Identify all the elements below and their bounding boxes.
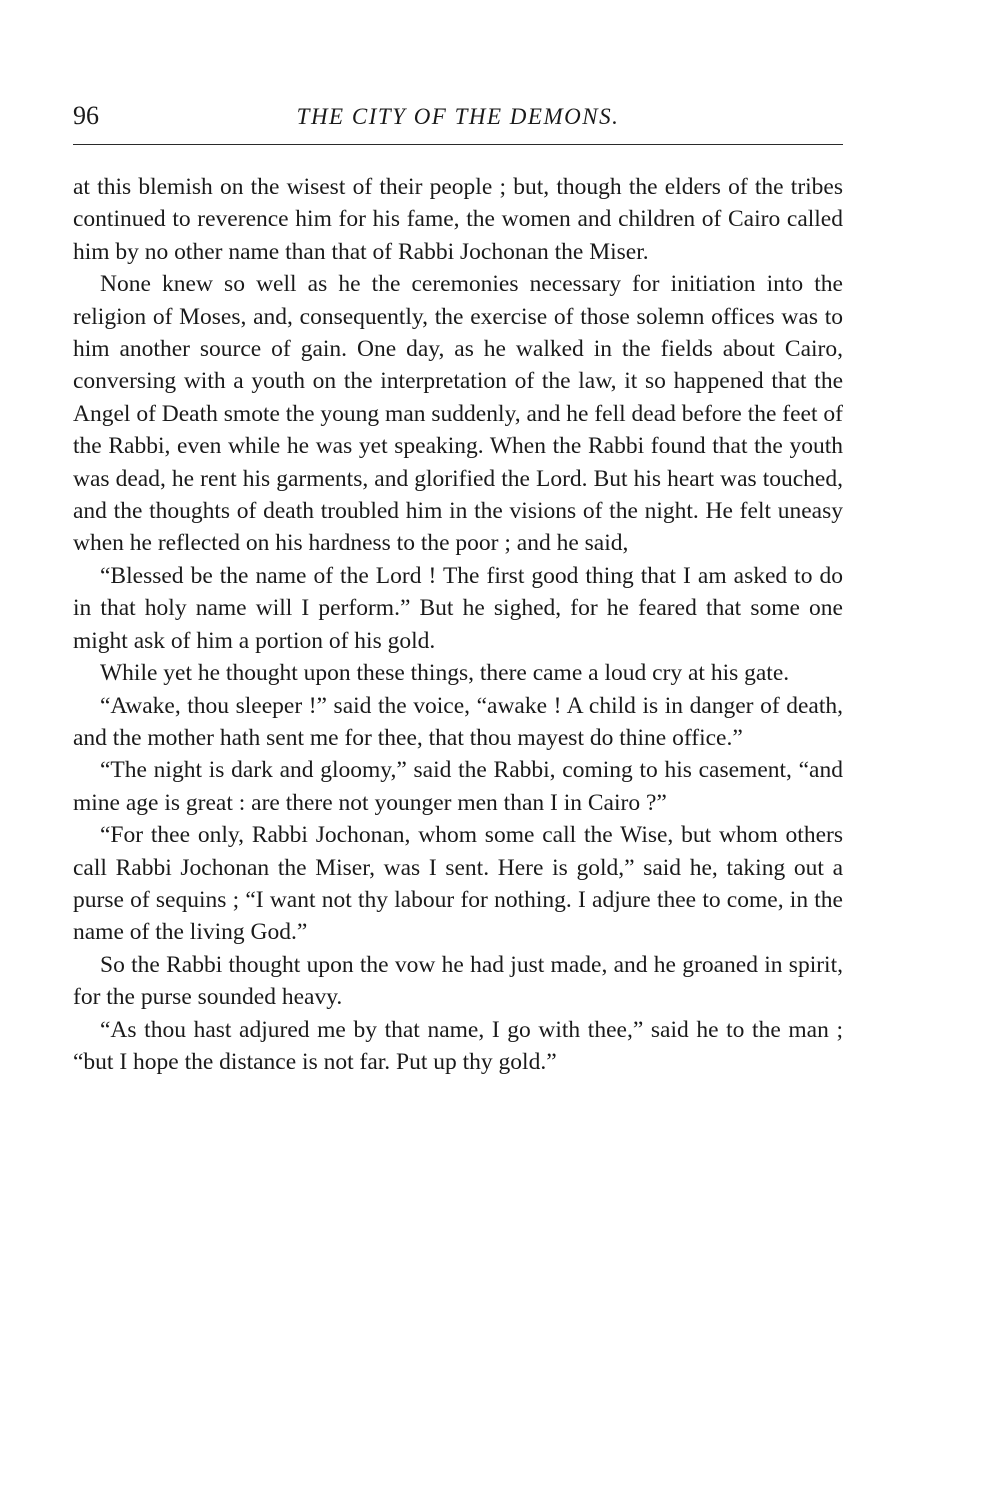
- body-text: [73, 171, 843, 1078]
- book-page: [73, 100, 843, 1078]
- page-header: [73, 100, 843, 145]
- paragraph: “Awake, thou sleeper !” said the voice, “awake ! A child is in danger of death, and the mother hath sent me for thee, that thou mayest do thine office.”: [73, 692, 843, 751]
- page-number: 96: [73, 101, 99, 130]
- paragraph-continued: at this blemish on the wisest of their people ; but, though the elders of the tribes continued to reverence him for his fame, the women and children of Cairo called him by no other name than that of Rabbi Jochonan the Miser.: [73, 174, 843, 265]
- paragraph: None knew so well as he the ceremonies necessary for initiation into the religion of Moses, and, consequently, the exercise of those solemn offices was to him another source of gain. One day, as he walked in the fields about Cairo, conversing with a youth on the interpretation of the law, it so happened that the Angel of Death smote the young man suddenly, and he fell dead before the feet of the Rabbi, even while he was yet speaking. When the Rabbi found that the youth was dead, he rent his garments, and glorified the Lord. But his heart was touched, and the thoughts of death troubled him in the visions of the night. He felt uneasy when he reflected on his hardness to the poor ; and he said,: [73, 271, 843, 557]
- paragraph: “As thou hast adjured me by that name, I go with thee,” said he to the man ; “but I hope the distance is not far. Put up thy gold.”: [73, 1016, 843, 1075]
- paragraph: “For thee only, Rabbi Jochonan, whom some call the Wise, but whom others call Rabbi Jochonan the Miser, was I sent. Here is gold,” said he, taking out a purse of sequins ; “I want not thy labour for nothing. I adjure thee to come, in the name of the living God.”: [73, 822, 843, 946]
- paragraph: “Blessed be the name of the Lord ! The first good thing that I am asked to do in that holy name will I perform.” But he sighed, for he feared that some one might ask of him a portion of his gold.: [73, 562, 843, 654]
- paragraph: While yet he thought upon these things, there came a loud cry at his gate.: [100, 660, 790, 687]
- paragraph: “The night is dark and gloomy,” said the Rabbi, coming to his casement, “and mine age is great : are there not younger men than I in Cairo ?”: [73, 757, 843, 816]
- running-title: THE CITY OF THE DEMONS.: [296, 104, 620, 129]
- paragraph: So the Rabbi thought upon the vow he had just made, and he groaned in spirit, for the purse sounded heavy.: [73, 951, 843, 1011]
